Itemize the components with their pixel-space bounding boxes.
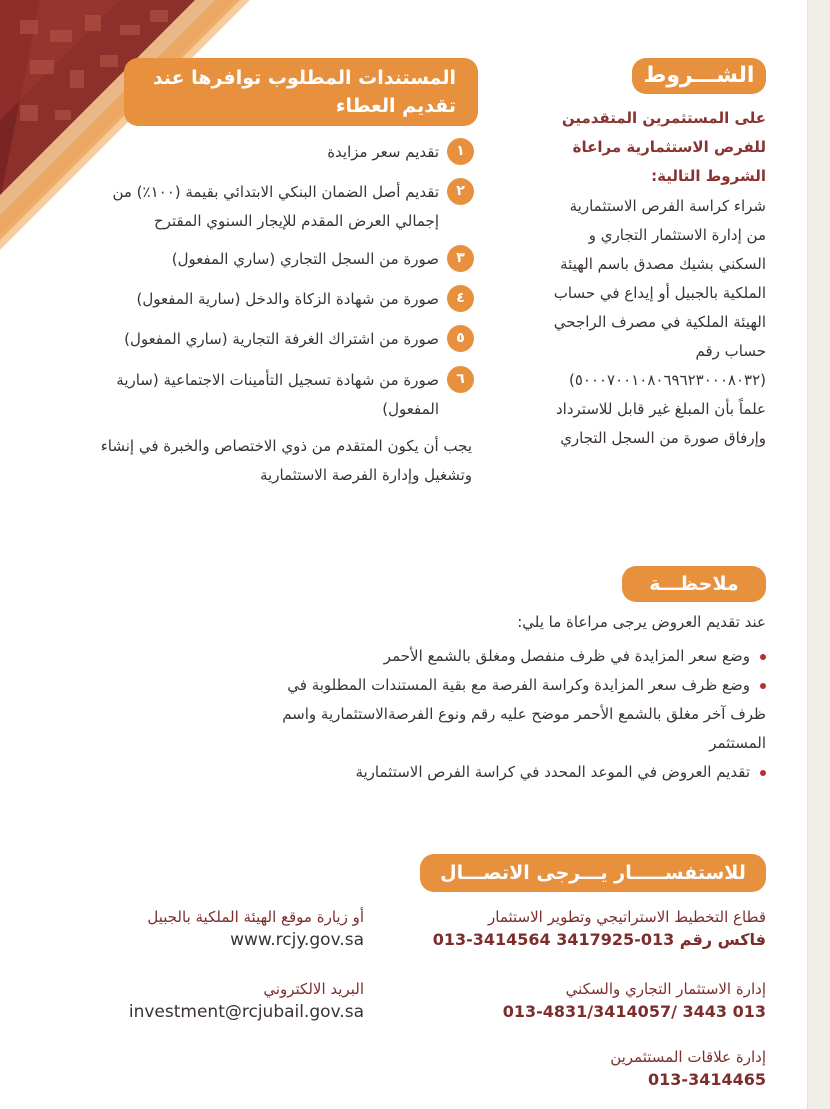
page-edge: [807, 0, 830, 1109]
website-label: أو زيارة موقع الهيئة الملكية بالجبيل: [147, 908, 364, 926]
document-number: ٥: [447, 325, 474, 352]
document-text: صورة من اشتراك الغرفة التجارية (ساري المفعول): [124, 330, 439, 348]
email-label: البريد الالكتروني: [263, 980, 364, 998]
sector-phones: 013-3414564 فاكس رقم 013-3417925: [432, 930, 766, 949]
document-text: تقديم سعر مزايدة: [327, 143, 439, 161]
documents-footer: يجب أن يكون المتقدم من ذوي الاختصاص والخبرة في إنشاء وتشغيل وإدارة الفرصة الاستثمارية: [100, 437, 472, 484]
document-text: صورة من شهادة الزكاة والدخل (سارية المفعول): [136, 290, 439, 308]
document-item-1: [70, 138, 474, 167]
note-bullet: [250, 642, 766, 671]
document-text: صورة من السجل التجاري (ساري المفعول): [171, 250, 439, 268]
document-number: ٦: [447, 366, 474, 393]
sector-label: قطاع التخطيط الاستراتيجي وتطوير الاستثمار: [488, 908, 766, 926]
contact-title: للاستفســـــار يـــرجى الاتصـــال: [420, 854, 766, 892]
document-number: ٤: [447, 285, 474, 312]
note-bullet: [250, 758, 766, 787]
bullet-dot-icon: [760, 770, 766, 776]
document-item-4: [70, 285, 474, 314]
contact-website: [108, 906, 364, 952]
contact-department: [366, 978, 766, 1024]
website-link[interactable]: www.rcjy.gov.sa: [230, 930, 364, 950]
note-bullet: [250, 671, 766, 758]
note-bullet-text: تقديم العروض في الموعد المحدد في كراسة الفرص الاستثمارية: [355, 763, 750, 781]
contact-relations: [366, 1046, 766, 1092]
document-item-5: [70, 325, 474, 354]
document-item-3: [70, 245, 474, 274]
conditions-title: الشـــروط: [632, 58, 766, 94]
relations-phone: 013-3414465: [648, 1070, 766, 1089]
email-link[interactable]: investment@rcjubail.gov.sa: [128, 1002, 364, 1022]
relations-label: إدارة علاقات المستثمرين: [610, 1048, 766, 1066]
document-number: ٣: [447, 245, 474, 272]
document-number: ٢: [447, 178, 474, 205]
note-bullet-text: وضع سعر المزايدة في ظرف منفصل ومغلق بالشمع الأحمر: [383, 647, 750, 665]
conditions-body: شراء كراسة الفرص الاستثمارية من إدارة الاستثمار التجاري و السكني بشيك مصدق باسم الهيئة الملكية بالجبيل أو إيداع في حساب الهيئة الملكية في مصرف الراجحي حساب رقم (٥٠٠٠٧٠٠١٠٨٠٦٩٦٢٣٠٠٠٨٠٣٢) علماً بأن المبلغ غير قابل للاسترداد وإرفاق صورة من السجل التجاري: [553, 197, 766, 447]
document-item-2: [70, 178, 474, 236]
documents-title: المستندات المطلوب توافرها عند تقديم العطاء: [124, 58, 478, 126]
conditions-intro: على المستثمرين المتقدمين للفرص الاستثمارية مراعاة الشروط التالية:: [561, 109, 766, 185]
document-item-6: [70, 366, 474, 424]
contact-email: [108, 978, 364, 1024]
document-text: تقديم أصل الضمان البنكي الابتدائي بقيمة (١٠٠٪) من إجمالي العرض المقدم للإيجار السنوي المقترح: [112, 183, 439, 230]
bullet-dot-icon: [760, 654, 766, 660]
document-number: ١: [447, 138, 474, 165]
department-label: إدارة الاستثمار التجاري والسكني: [565, 980, 766, 998]
bullet-dot-icon: [760, 683, 766, 689]
note-bullet-text: وضع ظرف سعر المزايدة وكراسة الفرصة مع بقية المستندات المطلوبة في ظرف آخر مغلق بالشمع الأحمر موضح عليه رقم ونوع الفرصةالاستثمارية واسم المستثمر: [282, 676, 766, 752]
contact-sector: [366, 906, 766, 952]
note-title: ملاحظـــة: [622, 566, 766, 602]
note-intro: عند تقديم العروض يرجى مراعاة ما يلي:: [517, 613, 766, 631]
document-text: صورة من شهادة تسجيل التأمينات الاجتماعية (سارية المفعول): [116, 371, 439, 418]
department-phones: 013-4831/3414057/ 3443 013: [502, 1002, 766, 1021]
